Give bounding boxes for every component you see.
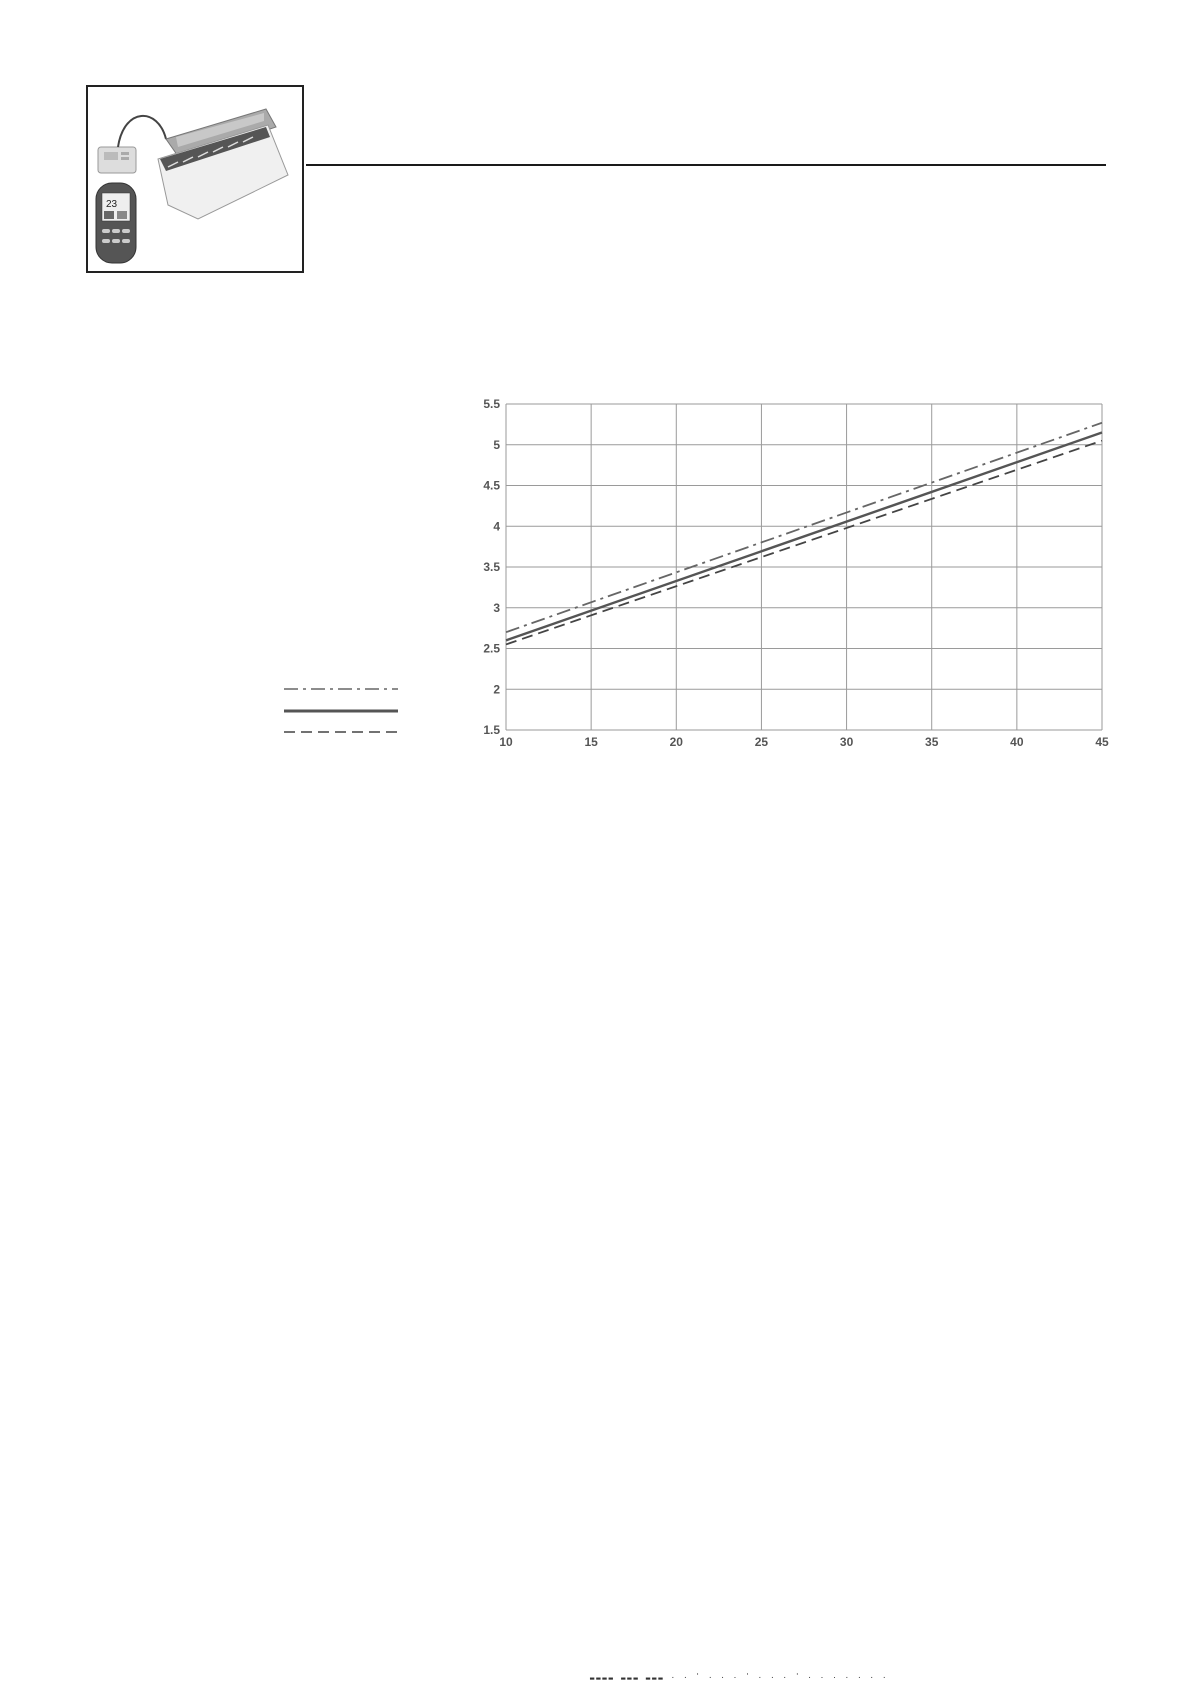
y-tick-label: 5: [493, 437, 500, 452]
y-tick-label: 2.5: [483, 641, 500, 656]
y-tick-label: 5.5: [483, 397, 500, 411]
series-line-dash-dot: [506, 423, 1102, 632]
chart-grid: [506, 404, 1102, 730]
x-tick-label: 30: [839, 735, 854, 749]
product-image-frame: [86, 85, 304, 273]
y-tick-label: 1.5: [483, 723, 500, 737]
chart-series: [506, 423, 1102, 645]
x-tick-label: 25: [754, 735, 769, 749]
chart-axis-labels: [483, 397, 1109, 749]
header-divider: [306, 164, 1106, 166]
x-tick-label: 15: [584, 735, 598, 749]
x-tick-label: 40: [1010, 735, 1024, 749]
x-tick-label: 10: [499, 735, 513, 749]
y-tick-label: 3.5: [483, 560, 500, 574]
y-tick-label: 4.5: [483, 478, 500, 493]
footer-text: ▂▂▂▂ ▂▂▂ ▂▂▂ . . ' . . . ' . . . ' . . . . . . .: [590, 1672, 889, 1680]
y-tick-label: 2: [493, 682, 500, 697]
x-tick-label: 20: [669, 735, 683, 749]
line-chart: [470, 392, 1130, 762]
cable-icon: [118, 116, 166, 147]
x-tick-label: 35: [925, 735, 939, 749]
remote-display-value: 23: [106, 199, 118, 210]
chart-legend: [282, 682, 400, 734]
series-line-dashed: [506, 441, 1102, 645]
x-tick-label: 45: [1095, 735, 1109, 749]
y-tick-label: 3: [493, 600, 500, 615]
series-line-solid: [506, 433, 1102, 641]
ceiling-cassette-air-conditioner-icon: [88, 87, 302, 271]
y-tick-label: 4: [493, 519, 500, 534]
